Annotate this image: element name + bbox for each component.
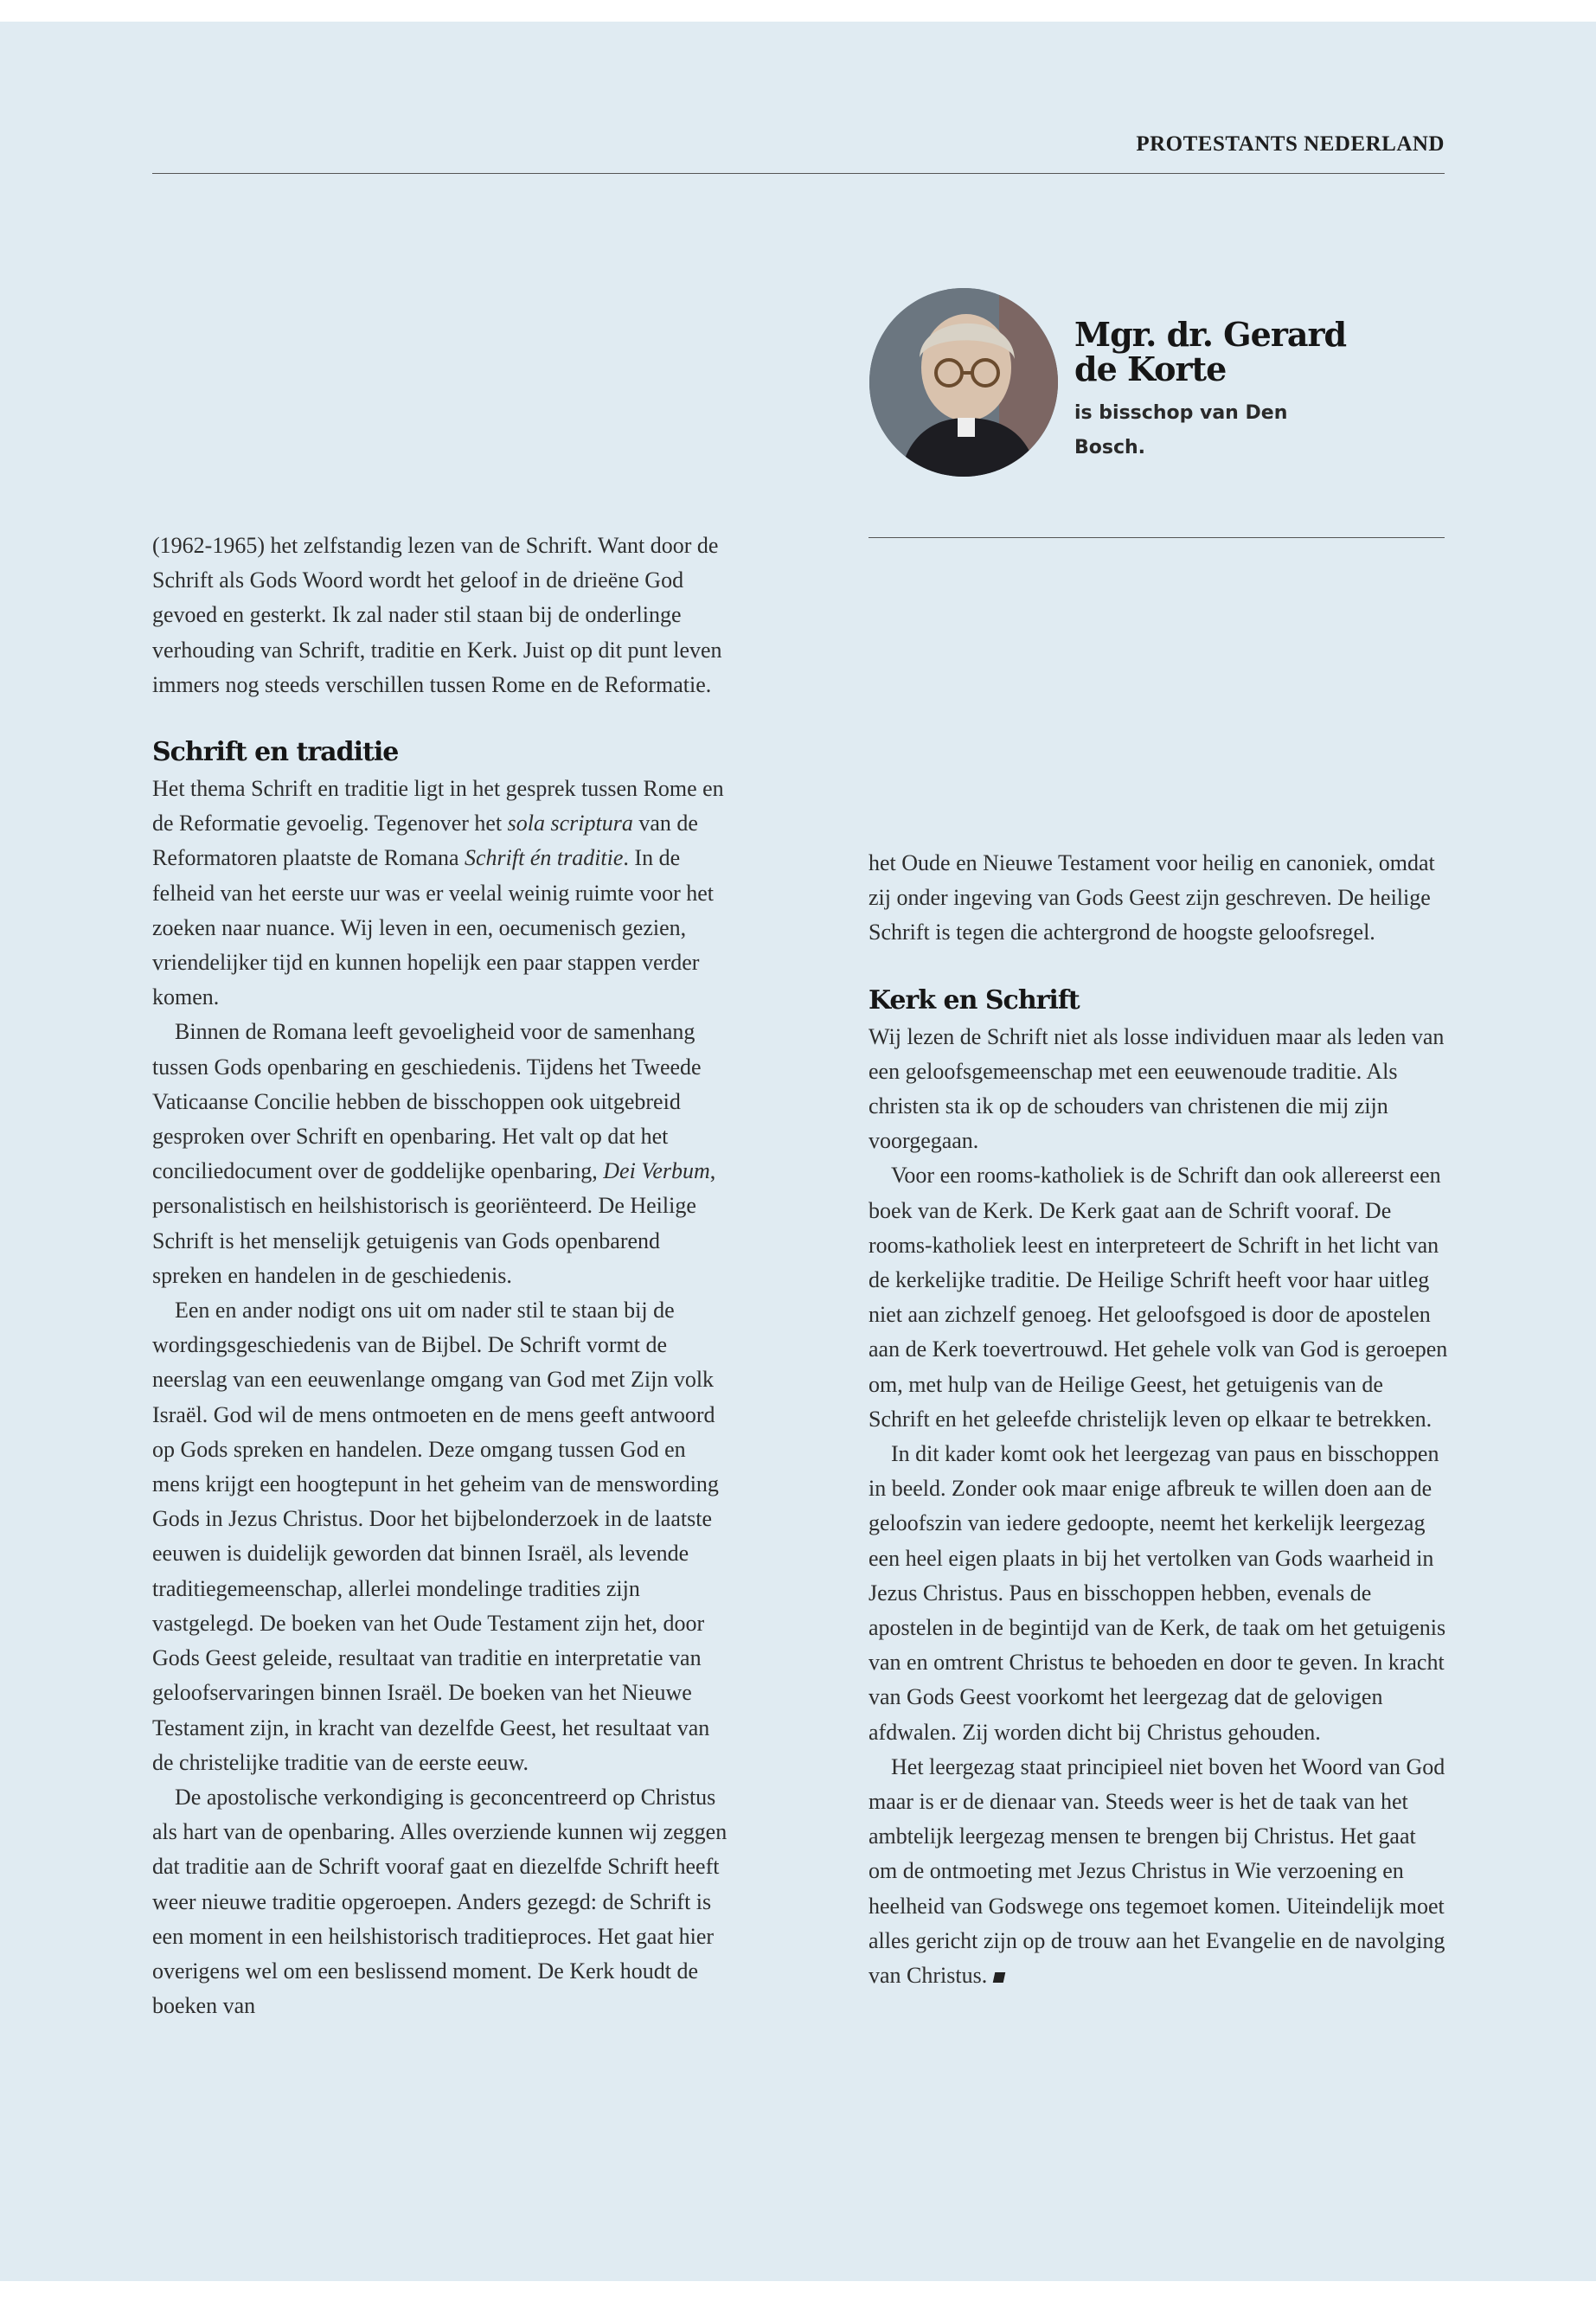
author-name-line2: de Korte (1074, 349, 1227, 388)
author-photo (869, 288, 1058, 477)
paragraph (152, 1015, 732, 1293)
text-run: van de Reformatoren plaatste de Romana (152, 811, 698, 871)
author-divider (869, 537, 1445, 538)
section-heading-kerk-en-schrift: Kerk en Schrift (869, 984, 1080, 1016)
header-divider (152, 173, 1445, 174)
author-name (1074, 317, 1438, 387)
publication-name: PROTESTANTS NEDERLAND (1136, 132, 1445, 156)
paragraph: Voor een rooms-katholiek is de Schrift dan ook allereerst een boek van de Kerk. De Kerk gaat aan de Schrift vooraf. De rooms-katholiek leest en interpreteert de Schrift in het licht van de kerkelijke traditie. De Heilige Schrift heeft voor haar uitleg niet aan zichzelf genoeg. Het geloofsgoed is door de apostelen aan de Kerk toevertrouwd. Het gehele volk van God is geroepen om, met hulp van de Heilige Geest, het getuigenis van de Schrift en het geleefde christelijk leven op elkaar te betrekken. (869, 1163, 1448, 1432)
paragraph (152, 772, 732, 1015)
section-heading-schrift-en-traditie: Schrift en traditie (152, 737, 399, 768)
author-name-line1: Mgr. dr. Gerard (1074, 315, 1347, 354)
paragraph: De apostolische verkondiging is geconcentreerd op Christus als hart van de openbaring. Alles overziende kunnen wij zeggen dat traditie aan de Schrift vooraf gaat en diezelfde Schrift heeft weer nieuwe traditie opgeroepen. Anders gezegd: de Schrift is een moment in een heilshistorisch traditieproces. Het gaat hier overigens wel om een beslissend moment. De Kerk houdt de boeken van (152, 1784, 727, 2019)
intro-paragraph: (1962-1965) het zelfstandig lezen van de Schrift. Want door de Schrift als Gods Woord wordt het geloof in de drieëne God gevoed en gesterkt. Ik zal nader stil staan bij de onderlinge verhouding van Schrift, traditie en Kerk. Juist op dit punt leven immers nog steeds verschillen tussen Rome en de Reformatie. (152, 533, 722, 697)
italic-term: Schrift én traditie (464, 845, 624, 871)
text-run: . In de felheid van het eerste uur was er veelal weinig ruimte voor het zoeken naar nuance. Wij leven in een, oecumenisch gezien, vriendelijker tijd en kunnen hopelijk een paar stappen verder komen. (152, 845, 715, 1010)
author-description: is bisschop van Den Bosch. (1074, 402, 1288, 458)
text-run: , personalistisch en heilshistorisch is georiënteerd. De Heilige Schrift is het menselijk getuigenis van Gods openbarend spreken en handelen in de geschiedenis. (152, 1158, 716, 1288)
text-run: Het thema Schrift en traditie ligt in het gesprek tussen Rome en de Reformatie gevoelig. Tegenover het (152, 776, 724, 836)
paragraph: het Oude en Nieuwe Testament voor heilig en canoniek, omdat zij onder ingeving van Gods Geest zijn geschreven. De heilige Schrift is tegen die achtergrond de hoogste geloofsregel. (869, 850, 1435, 945)
author-box (869, 288, 1445, 500)
text-run: Binnen de Romana leeft gevoeligheid voor de samenhang tussen Gods openbaring en geschiedenis. Tijdens het Tweede Vaticaanse Concilie hebben de bisschoppen ook uitgebreid gesproken over Schrift en openbaring. Het valt op dat het conciliedocument over de goddelijke openbaring, (152, 1019, 702, 1184)
paragraph: Wij lezen de Schrift niet als losse individuen maar als leden van een geloofsgemeenschap met een eeuwenoude traditie. Als christen sta ik op de schouders van christenen die mij zijn voorgegaan. (869, 1023, 1445, 1154)
text-run: Het leergezag staat principieel niet boven het Woord van God maar is er de dienaar van. Steeds weer is het de taak van het ambtelijk leergezag mensen te brengen bij Christus. Het gaat om de ontmoeting met Jezus Christus in Wie verzoening en heelheid van Godswege ons tegemoet komen. Uiteindelijk moet alles gericht zijn op de trouw aan het Evangelie en de navolging van Christus. (869, 1753, 1445, 1989)
page-background (0, 22, 1596, 2281)
end-of-article-mark (993, 1972, 1006, 1983)
italic-term: sola scriptura (507, 811, 633, 836)
italic-term: Dei Verbum (603, 1158, 710, 1184)
right-column (869, 846, 1448, 1993)
paragraph: In dit kader komt ook het leergezag van paus en bisschoppen in beeld. Zonder ook maar enige afbreuk te willen doen aan de geloofszin van iedere gedoopte, neemt het kerkelijk leergezag een heel eigen plaats in bij het vertolken van Gods waarheid in Jezus Christus. Paus en bisschoppen hebben, evenals de apostelen in de begintijd van de Kerk, de taak om het getuigenis van en omtrent Christus te behoeden en door te geven. In kracht van Gods Geest voorkomt het leergezag dat de gelovigen afdwalen. Zij worden dicht bij Christus gehouden. (869, 1441, 1446, 1745)
paragraph (869, 1750, 1448, 1993)
author-portrait-icon (869, 288, 1058, 477)
paragraph: Een en ander nodigt ons uit om nader stil te staan bij de wordingsgeschiedenis van de Bijbel. De Schrift vormt de neerslag van een eeuwenlange omgang van God met Zijn volk Israël. God wil de mens ontmoeten en de mens geeft antwoord op Gods spreken en handelen. Deze omgang tussen God en mens krijgt een hoogtepunt in het geheim van de menswording Gods in Jezus Christus. Door het bijbelonderzoek in de laatste eeuwen is duidelijk geworden dat binnen Israël, als levende traditiegemeenschap, allerlei mondelinge tradities zijn vastgelegd. De boeken van het Oude Testament zijn het, door Gods Geest geleide, resultaat van traditie en interpretatie van geloofservaringen binnen Israël. De boeken van het Nieuwe Testament zijn, in kracht van dezelfde Geest, het resultaat van de christelijke traditie van de eerste eeuw. (152, 1298, 719, 1775)
left-column (152, 529, 732, 2023)
